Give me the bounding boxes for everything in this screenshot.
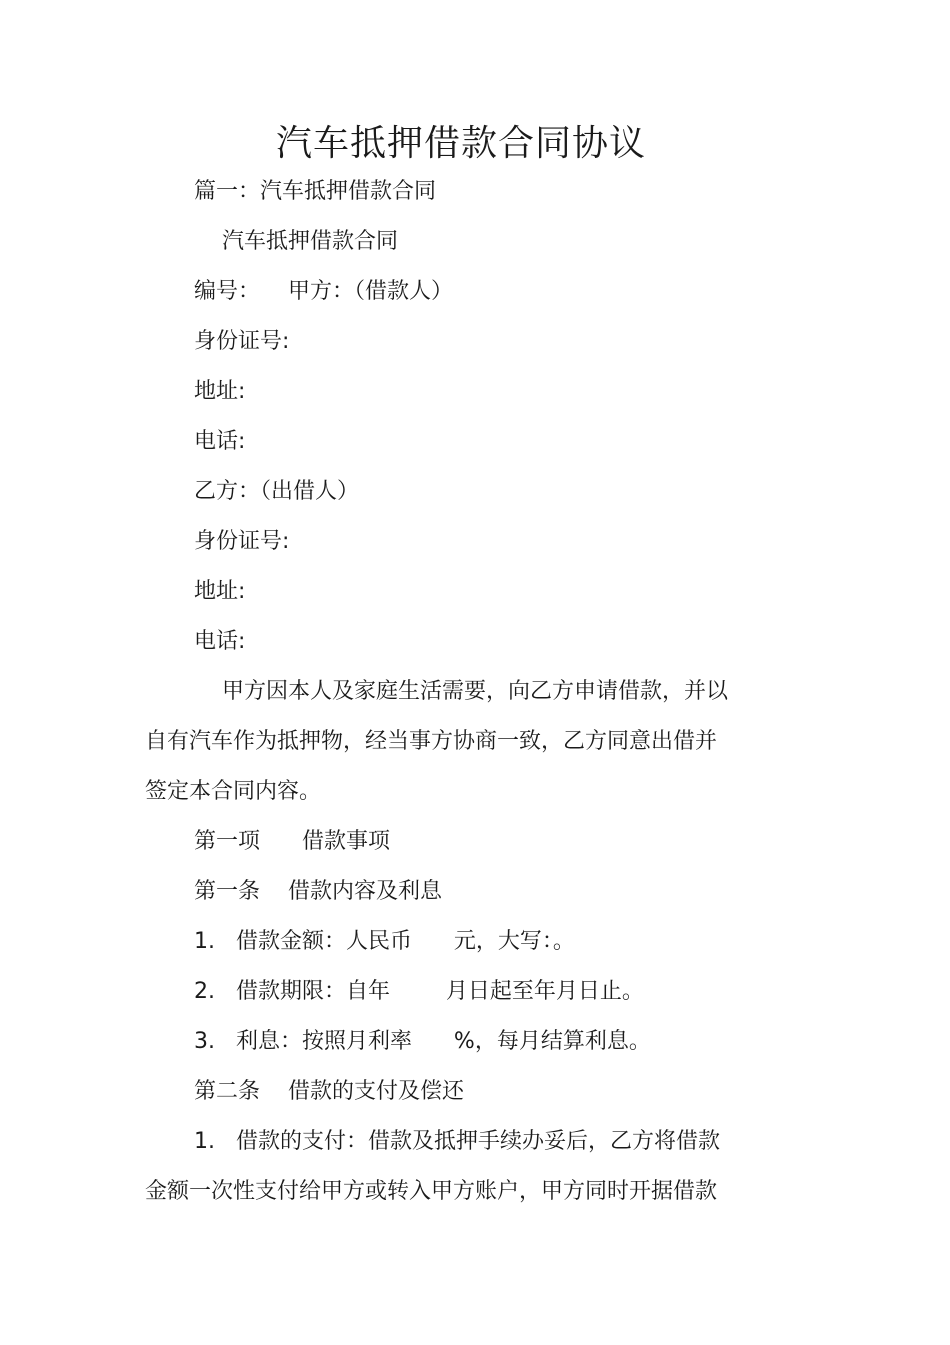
contract-subtitle: 汽车抵押借款合同 — [222, 229, 399, 254]
party-b-phone-field: 电话: — [194, 629, 246, 654]
contract-number-party-a: 编号： 甲方：（借款人） — [194, 279, 453, 304]
party-b-address-field: 地址: — [194, 579, 246, 604]
party-b-heading: 乙方：（出借人） — [194, 479, 360, 504]
loan-amount-clause: 1. 借款金额：人民币 元，大写：。 — [194, 929, 575, 954]
payment-clause-line-2: 金额一次性支付给甲方或转入甲方账户，甲方同时开据借款 — [145, 1179, 718, 1204]
section-heading: 篇一：汽车抵押借款合同 — [194, 179, 437, 204]
article-two-heading: 第二条 借款的支付及偿还 — [194, 1079, 464, 1104]
preamble-line-2: 自有汽车作为抵押物，经当事方协商一致，乙方同意出借并 — [145, 729, 718, 754]
party-a-address-field: 地址: — [194, 379, 246, 404]
document-title: 汽车抵押借款合同协议 — [275, 123, 646, 164]
item-one-heading: 第一项 借款事项 — [194, 829, 390, 854]
preamble-line-1: 甲方因本人及家庭生活需要，向乙方申请借款，并以 — [222, 679, 729, 704]
preamble-line-3: 签定本合同内容。 — [145, 779, 322, 804]
payment-clause-line-1: 1. 借款的支付：借款及抵押手续办妥后，乙方将借款 — [194, 1129, 720, 1154]
party-a-phone-field: 电话: — [194, 429, 246, 454]
article-one-heading: 第一条 借款内容及利息 — [194, 879, 442, 904]
interest-clause: 3. 利息：按照月利率 %，每月结算利息。 — [194, 1029, 651, 1054]
loan-term-clause: 2. 借款期限：自年 月日起至年月日止。 — [194, 979, 644, 1004]
party-a-id-field: 身份证号: — [194, 329, 290, 354]
party-b-id-field: 身份证号: — [194, 529, 290, 554]
